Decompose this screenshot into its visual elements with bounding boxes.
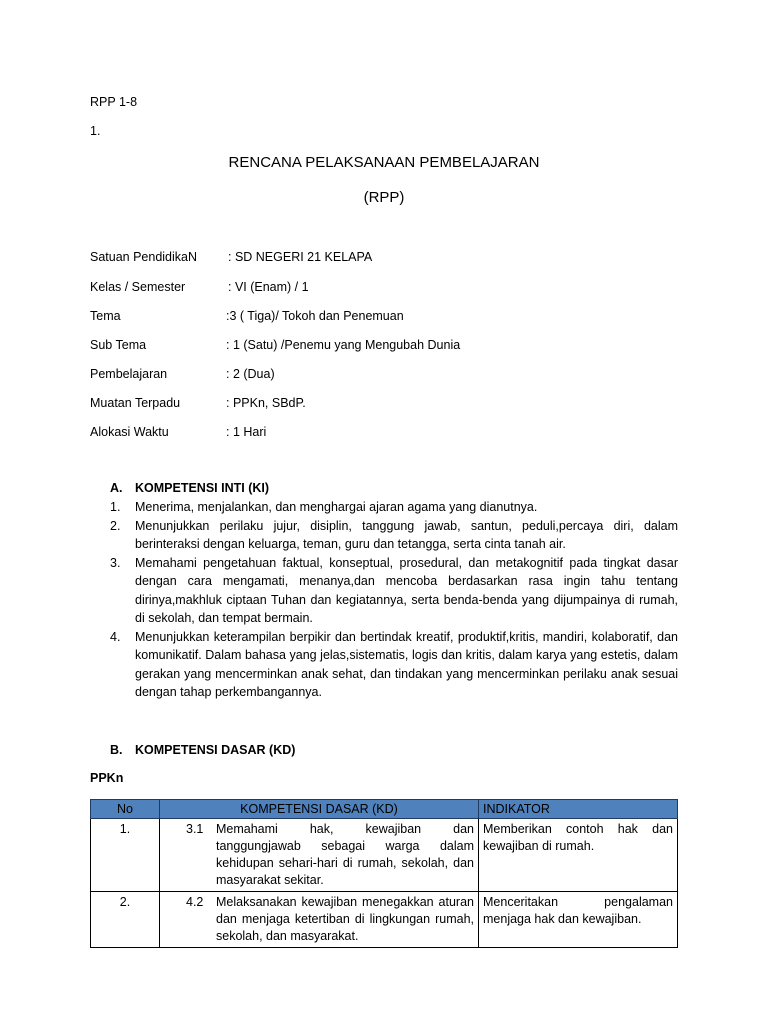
- list-item-text: Menunjukkan keterampilan berpikir dan bertindak kreatif, produktif,kritis, mandiri, kolaboratif, dan komunikatif. Dalam bahasa yang jelas,sistematis, logis dan kritis, dalam karya yang estetis, dalam gerakan yang mencerminkan anak sehat, dan tindakan yang mencerminkan perilaku anak sesuai dengan tahap perkembangannya.: [135, 629, 678, 699]
- section-b-heading: KOMPETENSI DASAR (KD): [135, 743, 296, 757]
- table-row: [91, 819, 678, 892]
- list-item-number: 4.: [110, 629, 121, 644]
- subject-heading: PPKn: [90, 771, 124, 785]
- identity-value-satuan: : SD NEGERI 21 KELAPA: [228, 250, 373, 264]
- section-a-heading: KOMPETENSI INTI (KI): [135, 481, 270, 495]
- list-item-number: 2.: [110, 518, 121, 533]
- kd-table: [90, 799, 678, 948]
- identity-value-muatan: : PPKn, SBdP.: [226, 396, 306, 410]
- section-b-letter: B.: [110, 743, 123, 757]
- document-subtitle: (RPP): [363, 189, 405, 206]
- identity-label-pembelajaran: Pembelajaran: [90, 367, 168, 381]
- list-item: [110, 517, 678, 554]
- identity-value-pembelajaran: : 2 (Dua): [226, 367, 275, 381]
- identity-label-satuan: Satuan PendidikaN: [90, 250, 198, 264]
- list-item-text: Menunjukkan perilaku jujur, disiplin, tanggung jawab, santun, peduli,percaya diri, dalam berinteraksi dengan keluarga, teman, guru dan tetangga, serta cinta tanah air.: [135, 518, 678, 551]
- table-header-row: [91, 800, 678, 819]
- cell-no: 2.: [91, 892, 160, 948]
- identity-label-muatan: Muatan Terpadu: [90, 396, 181, 410]
- list-item-number: 3.: [110, 555, 121, 570]
- table-row: [91, 892, 678, 948]
- list-item: [110, 628, 678, 702]
- identity-label-alokasi: Alokasi Waktu: [90, 425, 169, 439]
- cell-kd: [160, 819, 479, 892]
- identity-label-subtema: Sub Tema: [90, 338, 147, 352]
- list-item: [110, 498, 678, 517]
- identity-value-kelas: : VI (Enam) / 1: [228, 280, 309, 294]
- list-item: [110, 554, 678, 628]
- kd-text: Melaksanakan kewajiban menegakkan aturan dan menjaga ketertiban di lingkungan rumah, sekolah, dan masyarakat.: [216, 895, 474, 943]
- list-item-text: Menerima, menjalankan, dan menghargai ajaran agama yang dianutnya.: [135, 500, 538, 514]
- list-item-number: 1.: [110, 500, 121, 514]
- kd-code: 4.2: [186, 895, 204, 909]
- identity-label-tema: Tema: [90, 309, 121, 323]
- identity-value-alokasi: : 1 Hari: [226, 425, 267, 439]
- cell-kd: [160, 892, 479, 948]
- identity-label-kelas: Kelas / Semester: [90, 280, 186, 294]
- document-code: RPP 1-8: [90, 95, 138, 109]
- identity-value-subtema: : 1 (Satu) /Penemu yang Mengubah Dunia: [226, 338, 461, 352]
- cell-indikator: Menceritakan pengalaman menjaga hak dan kewajiban.: [479, 892, 678, 948]
- column-header-indikator: INDIKATOR: [479, 800, 678, 819]
- kd-code: 3.1: [186, 822, 204, 836]
- document-number: 1.: [90, 124, 101, 138]
- column-header-no: No: [91, 800, 160, 819]
- identity-value-tema: :3 ( Tiga)/ Tokoh dan Penemuan: [226, 309, 404, 323]
- ki-list: [110, 498, 678, 702]
- cell-indikator: Memberikan contoh hak dan kewajiban di rumah.: [479, 819, 678, 892]
- kd-text: Memahami hak, kewajiban dan tanggungjawab sebagai warga dalam kehidupan sehari-hari di rumah, sekolah, dan masyarakat sekitar.: [216, 822, 474, 887]
- document-title: RENCANA PELAKSANAAN PEMBELAJARAN: [228, 154, 540, 171]
- section-a-letter: A.: [110, 481, 123, 495]
- cell-no: 1.: [91, 819, 160, 892]
- column-header-kd: KOMPETENSI DASAR (KD): [160, 800, 479, 819]
- list-item-text: Memahami pengetahuan faktual, konseptual, prosedural, dan metakognitif pada tingkat dasar dengan cara mengamati, menanya,dan mencoba berdasarkan rasa ingin tahu tentang dirinya,makhluk ciptaan Tuhan dan kegiatannya, serta benda-benda yang dijumpainya di rumah, di sekolah, dan tempat bermain.: [135, 555, 678, 625]
